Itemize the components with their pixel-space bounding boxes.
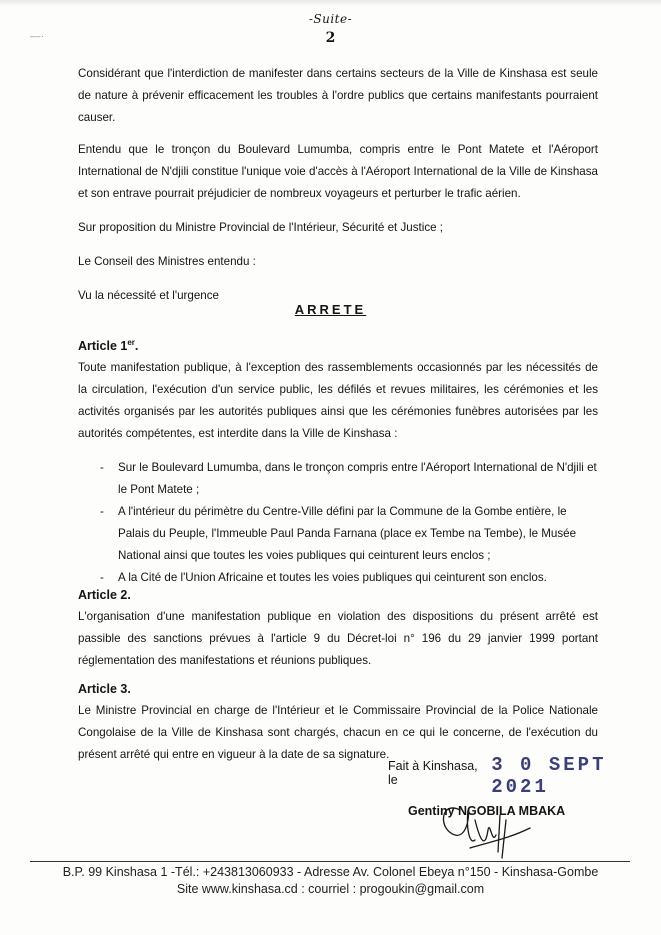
footer-divider [30, 861, 630, 862]
article-1 [78, 332, 598, 589]
preamble-considerant: Considérant que l'interdiction de manifester dans certains secteurs de la Ville de Kinshasa est seule de nature à prévenir efficacement les troubles à l'ordre publics que certains manifestants pourraient causer. [78, 67, 598, 124]
list-item: - A la Cité de l'Union Africaine et toutes les voies publiques qui ceinturent son enclos. [100, 571, 547, 585]
list-item: - A l'intérieur du périmètre du Centre-Ville défini par la Commune de la Gombe entière, le Palais du Peuple, l'Immeuble Paul Panda Farnana (place ex Tembe na Tembe), le Musée National ainsi que toutes les voies publiques qui ceinturent leurs enclos ; [100, 505, 577, 563]
date-stamp: 3 0 SEPT 2021 [491, 754, 607, 798]
handwritten-signature-icon [430, 790, 550, 860]
preamble-urgence: Vu la nécessité et l'urgence [78, 289, 219, 302]
article-2-text: L'organisation d'une manifestation publique en violation des dispositions du présent arrêté est passible des sanctions prévues à l'article 9 du Décret-loi n° 196 du 29 janvier 1999 portant réglementation des manifestations et réunions publiques. [78, 610, 598, 667]
footer-contact: Site www.kinshasa.cd : courriel : progoukin@gmail.com [176, 882, 485, 896]
place-label: Fait à Kinshasa, le [388, 759, 478, 787]
suite-label: -Suite- [308, 12, 353, 26]
footer [0, 864, 661, 898]
scan-edge [0, 0, 661, 6]
article-2-title: Article 2. [78, 588, 131, 602]
preamble-proposition: Sur proposition du Ministre Provincial de l'Intérieur, Sécurité et Justice ; [78, 221, 444, 234]
preamble-conseil: Le Conseil des Ministres entendu : [78, 255, 256, 268]
article-1-text: Toute manifestation publique, à l'exception des rassemblements occasionnés par les nécessités de la circulation, l'exécution d'un service public, les défilés et revues militaires, les cérémonies et les activités organisés par les autorités publiques ainsi que les cérémonies funèbres autorisées par les autorités compétentes, est interdite dans la Ville de Kinshasa : [78, 361, 598, 441]
preamble-entendu: Entendu que le tronçon du Boulevard Lumumba, compris entre le Pont Matete et l'Aéroport International de N'djili constitue l'unique voie d'accès à l'Aéroport International de la Ville de Kinshasa et son entrave pourrait préjudicier de nombreux voyageurs et perturber le trafic aérien. [78, 143, 598, 200]
footer-address: B.P. 99 Kinshasa 1 -Tél.: +243813060933 - Adresse Av. Colonel Ebeya n°150 - Kinshasa-Gombe [62, 865, 599, 879]
signatory-name: Gentiny NGOBILA MBAKA [408, 804, 566, 818]
article-3-title: Article 3. [78, 682, 131, 696]
decision-heading: ARRETE [294, 302, 367, 317]
article-3 [78, 678, 598, 766]
scan-corner-mark: – – · [30, 31, 44, 41]
list-item: - Sur le Boulevard Lumumba, dans le tronçon compris entre l'Aéroport International de N'djili et le Pont Matete ; [100, 461, 597, 497]
article-2 [78, 584, 598, 672]
preamble-block [78, 63, 598, 307]
article-1-bullets [78, 457, 598, 589]
article-1-title: Article 1er. [78, 338, 139, 354]
article-3-text: Le Ministre Provincial en charge de l'Intérieur et le Commissaire Provincial de la Police Nationale Congolaise de la Ville de Kinshasa sont chargés, chacun en ce qui le concerne, de l'exécution du présent arrêté qui entre en vigueur à la date de sa signature. [78, 704, 598, 761]
page-number: 2 [325, 30, 336, 46]
